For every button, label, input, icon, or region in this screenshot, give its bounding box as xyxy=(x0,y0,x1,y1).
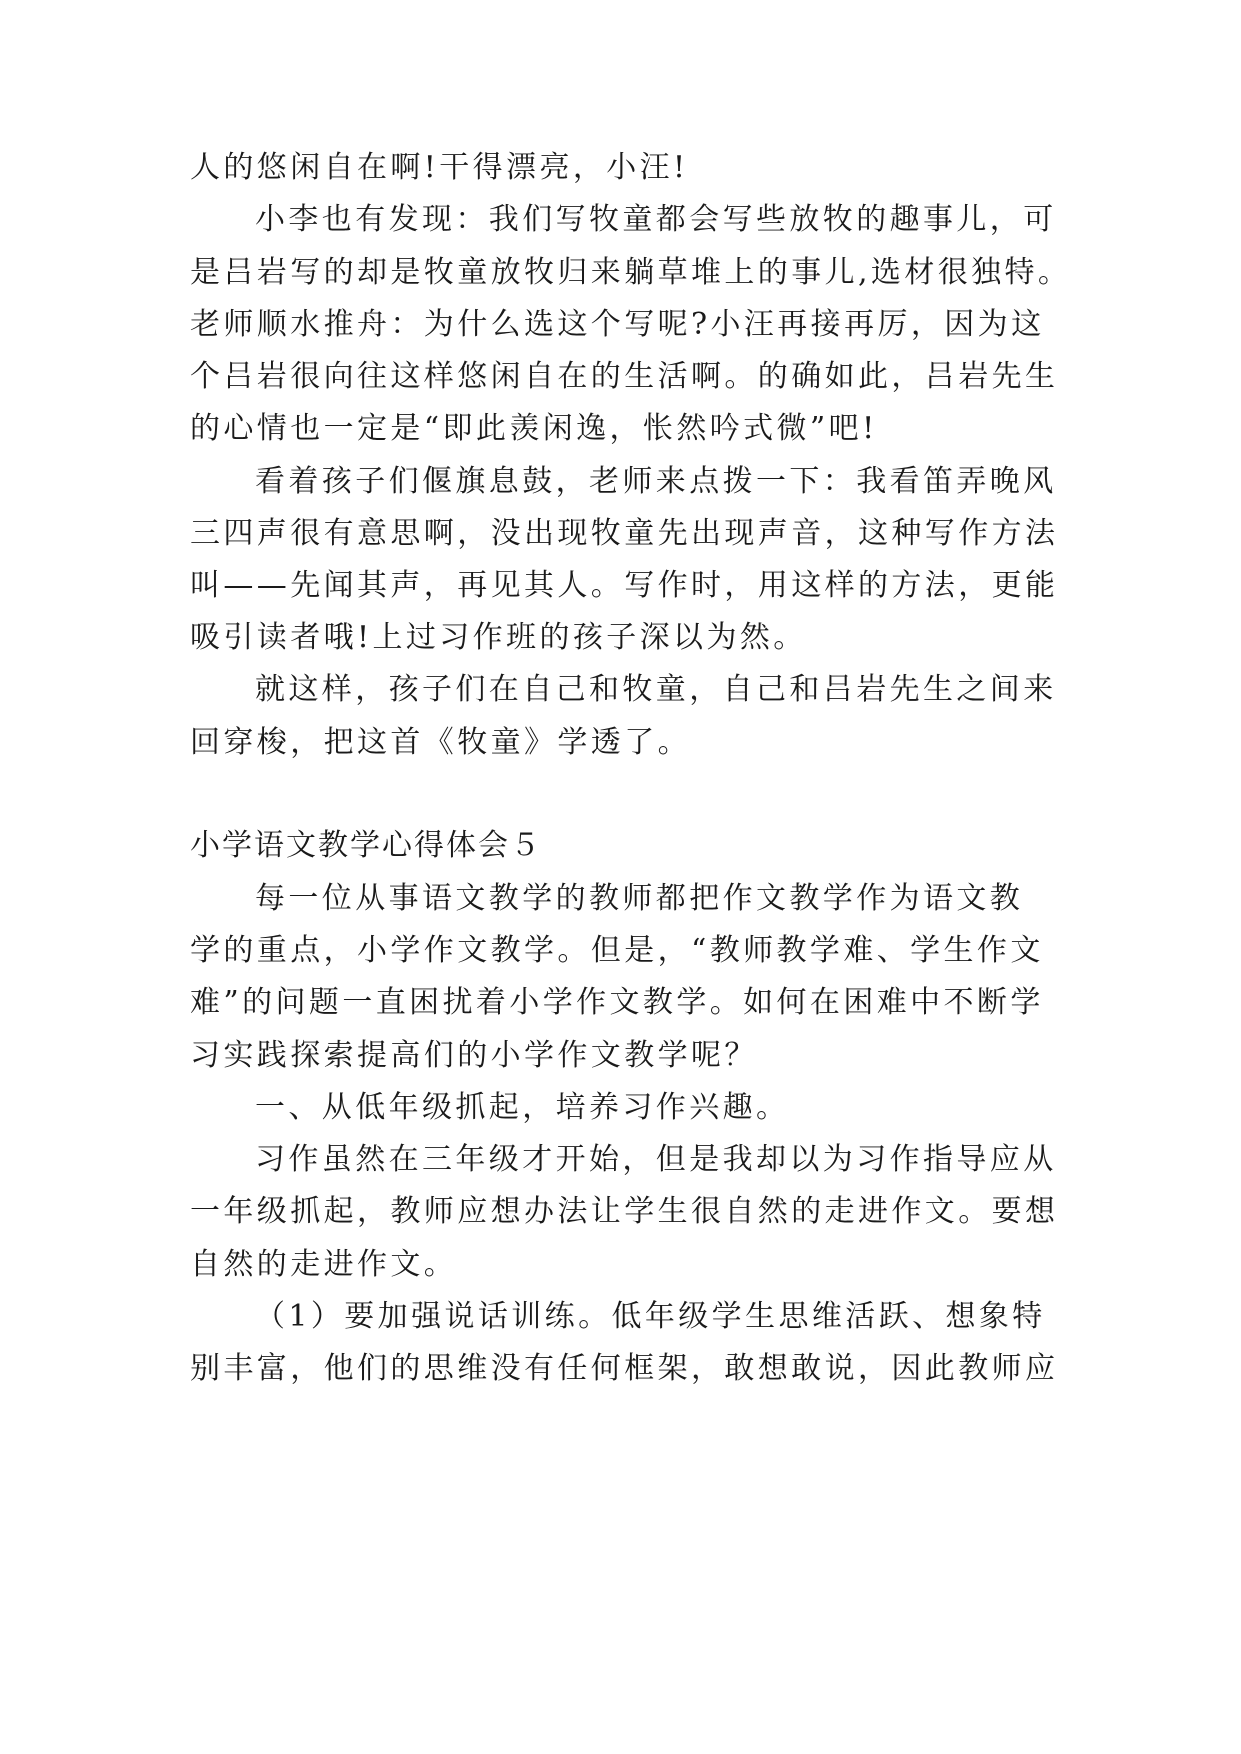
paragraph-line: 学的重点，小学作文教学。但是，“教师教学难、学生作文 xyxy=(190,933,1044,968)
paragraph-line: （1）要加强说话训练。低年级学生思维活跃、想象特 xyxy=(255,1299,1046,1334)
paragraph-line: 的心情也一定是“即此羡闲逸，怅然吟式微”吧! xyxy=(190,411,878,446)
paragraph-line: 三四声很有意思啊，没出现牧童先出现声音，这种写作方法 xyxy=(190,516,1059,551)
paragraph-line: 每一位从事语文教学的教师都把作文教学作为语文教 xyxy=(255,881,1024,916)
paragraph-line: 老师顺水推舟：为什么选这个写呢?小汪再接再厉，因为这 xyxy=(190,307,1045,342)
paragraph-line: 别丰富，他们的思维没有任何框架，敢想敢说，因此教师应 xyxy=(190,1351,1059,1386)
paragraph-line: 难”的问题一直困扰着小学作文教学。如何在困难中不断学 xyxy=(190,985,1044,1020)
paragraph-line: 看着孩子们偃旗息鼓，老师来点拨一下：我看笛弄晚风 xyxy=(255,464,1057,499)
paragraph-line: 习作虽然在三年级才开始，但是我却以为习作指导应从 xyxy=(255,1142,1057,1177)
section-heading: 小学语文教学心得体会５ xyxy=(190,828,542,863)
paragraph-line: 就这样，孩子们在自己和牧童，自己和吕岩先生之间来 xyxy=(255,672,1057,707)
paragraph-line: 习实践探索提高们的小学作文教学呢？ xyxy=(190,1038,758,1073)
paragraph-line: 个吕岩很向往这样悠闲自在的生活啊。的确如此，吕岩先生 xyxy=(190,359,1059,394)
paragraph-line: 小李也有发现：我们写牧童都会写些放牧的趣事儿，可 xyxy=(255,202,1057,237)
paragraph-line: 是吕岩写的却是牧童放牧归来躺草堆上的事儿,选材很独特。 xyxy=(190,255,1072,290)
paragraph-line: 一年级抓起，教师应想办法让学生很自然的走进作文。要想 xyxy=(190,1194,1059,1229)
paragraph-line: 自然的走进作文。 xyxy=(190,1247,458,1282)
paragraph-line: 回穿梭，把这首《牧童》学透了。 xyxy=(190,725,691,760)
paragraph-line: 叫——先闻其声，再见其人。写作时，用这样的方法，更能 xyxy=(190,568,1059,603)
paragraph-line: 一、从低年级抓起，培养习作兴趣。 xyxy=(255,1090,790,1125)
paragraph-line: 人的悠闲自在啊!干得漂亮，小汪! xyxy=(190,150,689,185)
paragraph-line: 吸引读者哦!上过习作班的孩子深以为然。 xyxy=(190,620,807,655)
